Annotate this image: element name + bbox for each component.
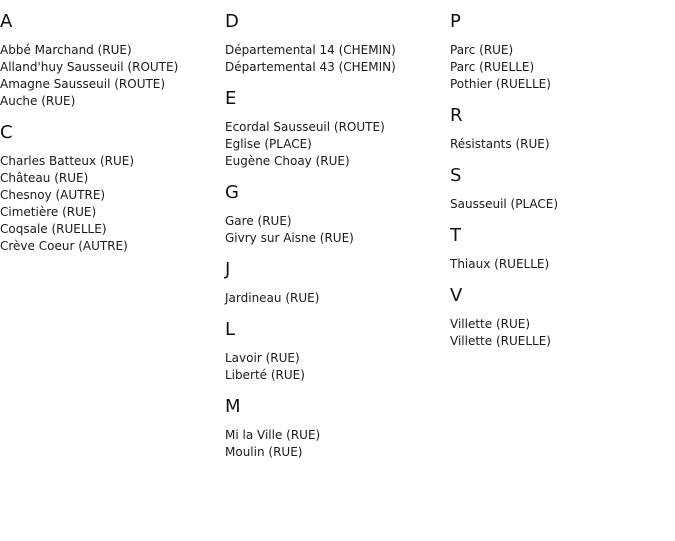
letter-group-m <box>225 397 445 461</box>
street-item: Parc (RUELLE) <box>450 60 535 74</box>
letter-group-v <box>450 286 670 350</box>
letter-group-j <box>225 260 445 307</box>
street-item: Chesnoy (AUTRE) <box>0 188 106 202</box>
letter-heading: T <box>450 225 461 246</box>
index-column-3 <box>450 12 670 350</box>
street-list <box>225 290 445 307</box>
street-list <box>450 256 670 273</box>
street-item: Mi la Ville (RUE) <box>225 428 321 442</box>
letter-heading: C <box>0 122 13 143</box>
street-item: Lavoir (RUE) <box>225 351 300 365</box>
letter-group-s <box>450 166 670 213</box>
street-item: Thiaux (RUELLE) <box>450 257 550 271</box>
letter-heading: R <box>450 105 463 126</box>
street-item: Villette (RUE) <box>450 317 531 331</box>
street-item: Villette (RUELLE) <box>450 334 551 348</box>
street-list <box>0 42 220 110</box>
street-item: Ecordal Sausseuil (ROUTE) <box>225 120 385 134</box>
index-column-1 <box>0 12 220 255</box>
street-list <box>225 42 445 76</box>
street-item: Crève Coeur (AUTRE) <box>0 239 128 253</box>
street-list <box>450 136 670 153</box>
letter-heading: J <box>225 259 231 280</box>
street-item: Parc (RUE) <box>450 43 514 57</box>
street-list <box>450 316 670 350</box>
street-item: Eugène Choay (RUE) <box>225 154 350 168</box>
street-item: Alland'huy Sausseuil (ROUTE) <box>0 60 179 74</box>
letter-group-g <box>225 183 445 247</box>
street-item: Liberté (RUE) <box>225 368 305 382</box>
letter-heading: S <box>450 165 462 186</box>
street-item: Jardineau (RUE) <box>225 291 320 305</box>
letter-heading: A <box>0 11 13 32</box>
letter-heading: V <box>450 285 463 306</box>
street-list <box>450 196 670 213</box>
index-column-2 <box>225 12 445 461</box>
street-list <box>225 427 445 461</box>
street-item: Charles Batteux (RUE) <box>0 154 135 168</box>
street-list <box>225 119 445 170</box>
street-item: Château (RUE) <box>0 171 89 185</box>
street-item: Givry sur Aisne (RUE) <box>225 231 354 245</box>
letter-group-r <box>450 106 670 153</box>
street-item: Départemental 43 (CHEMIN) <box>225 60 396 74</box>
letter-group-t <box>450 226 670 273</box>
street-item: Sausseuil (PLACE) <box>450 197 559 211</box>
letter-group-c <box>0 123 220 255</box>
street-list <box>225 350 445 384</box>
street-item: Amagne Sausseuil (ROUTE) <box>0 77 166 91</box>
street-item: Cimetière (RUE) <box>0 205 97 219</box>
letter-heading: E <box>225 88 237 109</box>
street-item: Résistants (RUE) <box>450 137 550 151</box>
street-item: Coqsale (RUELLE) <box>0 222 107 236</box>
letter-group-a <box>0 12 220 110</box>
letter-heading: M <box>225 396 241 417</box>
street-item: Moulin (RUE) <box>225 445 303 459</box>
letter-group-p <box>450 12 670 93</box>
street-list <box>0 153 220 255</box>
letter-heading: L <box>225 319 236 340</box>
letter-heading: P <box>450 11 461 32</box>
letter-group-d <box>225 12 445 76</box>
letter-group-e <box>225 89 445 170</box>
letter-group-l <box>225 320 445 384</box>
street-item: Départemental 14 (CHEMIN) <box>225 43 396 57</box>
street-item: Pothier (RUELLE) <box>450 77 551 91</box>
street-item: Abbé Marchand (RUE) <box>0 43 132 57</box>
street-item: Eglise (PLACE) <box>225 137 312 151</box>
street-item: Gare (RUE) <box>225 214 292 228</box>
street-list <box>450 42 670 93</box>
letter-heading: G <box>225 182 239 203</box>
street-list <box>225 213 445 247</box>
letter-heading: D <box>225 11 239 32</box>
street-item: Auche (RUE) <box>0 94 76 108</box>
